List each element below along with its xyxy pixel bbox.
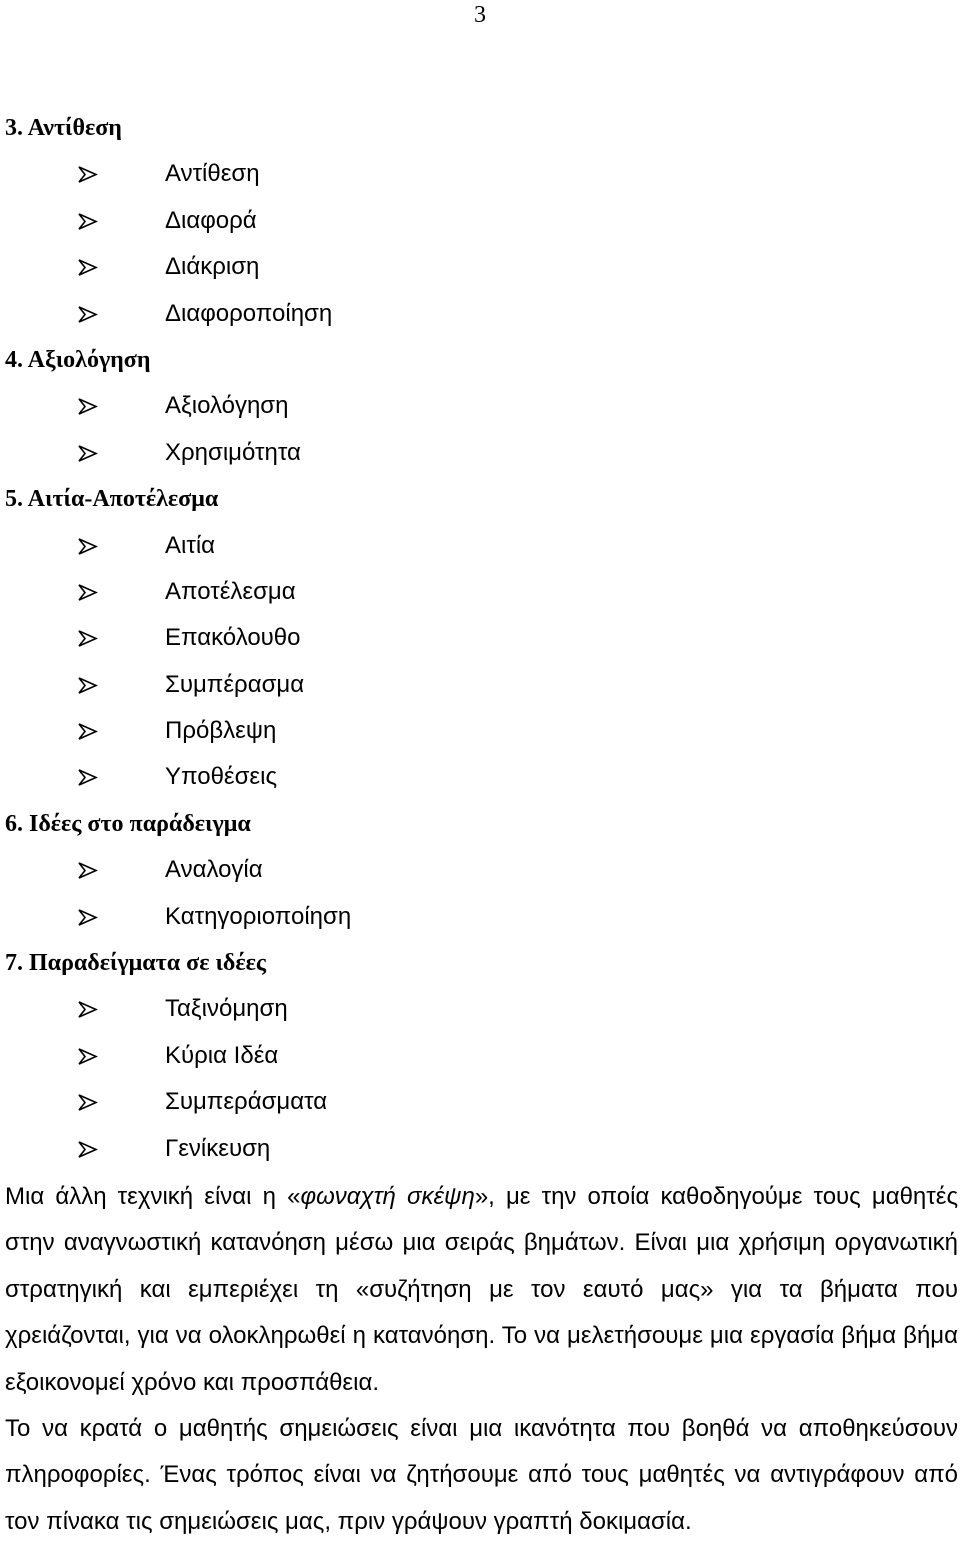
list-item <box>5 986 351 1032</box>
page-number: 3 <box>474 2 486 28</box>
list-item <box>5 383 351 429</box>
arrowhead-bullet-icon <box>77 662 101 708</box>
arrowhead-bullet-icon <box>77 198 101 244</box>
section-heading: 5. Αιτία-Αποτέλεσμα <box>5 486 219 513</box>
list-item-label: Αξιολόγηση <box>165 392 289 420</box>
arrowhead-bullet-icon <box>77 1079 101 1125</box>
section-heading: 4. Αξιολόγηση <box>5 346 151 373</box>
list-item-label: Διαφοροποίηση <box>165 299 333 327</box>
list-item-label: Διαφορά <box>165 206 257 234</box>
emphasized-term: φωναχτή σκέψη <box>300 1183 475 1210</box>
arrowhead-bullet-icon <box>77 244 101 290</box>
list-item-label: Κύρια Ιδέα <box>165 1041 279 1069</box>
list-item-label: Ταξινόμηση <box>165 995 288 1023</box>
arrowhead-bullet-icon <box>77 894 101 940</box>
arrowhead-bullet-icon <box>77 986 101 1032</box>
list-item <box>5 1033 351 1079</box>
list-item-label: Γενίκευση <box>165 1134 271 1162</box>
list-item <box>5 569 351 615</box>
list-item-label: Διάκριση <box>165 253 260 281</box>
outline-list <box>5 105 351 1172</box>
list-item <box>5 1126 351 1172</box>
list-item <box>5 198 351 244</box>
list-item-label: Επακόλουθο <box>165 624 301 652</box>
arrowhead-bullet-icon <box>77 847 101 893</box>
list-item <box>5 615 351 661</box>
arrowhead-bullet-icon <box>77 523 101 569</box>
arrowhead-bullet-icon <box>77 754 101 800</box>
paragraph-text: Μια άλλη τεχνική είναι η « <box>5 1183 301 1210</box>
arrowhead-bullet-icon <box>77 615 101 661</box>
list-item-label: Αιτία <box>165 531 216 559</box>
paragraph-think-aloud <box>5 1174 958 1406</box>
list-item-label: Αντίθεση <box>165 160 260 188</box>
list-item <box>5 894 351 940</box>
paragraph-text: », με την οποία καθοδηγούμε τους μαθητές στην αναγνωστική κατανόηση μέσω μια σειράς βημάτων. Είναι μια χρήσιμη οργανωτική στρατηγική και εμπεριέχει τη «συζήτηση με τον εαυτό μας» για τα βήματα που χρειάζονται, για να ολοκληρωθεί η κατανόηση. Το να μελετήσουμε μια εργασία βήμα βήμα εξοικονομεί χρόνο και προσπάθεια. <box>5 1183 959 1396</box>
list-item-label: Συμπεράσματα <box>165 1088 328 1116</box>
section-heading: 6. Ιδέες στο παράδειγμα <box>5 810 251 837</box>
list-item-label: Κατηγοριοποίηση <box>165 902 352 930</box>
list-item-label: Πρόβλεψη <box>165 717 277 745</box>
arrowhead-bullet-icon <box>77 151 101 197</box>
list-item-label: Συμπέρασμα <box>165 670 305 698</box>
arrowhead-bullet-icon <box>77 383 101 429</box>
list-item <box>5 754 351 800</box>
arrowhead-bullet-icon <box>77 430 101 476</box>
list-item <box>5 523 351 569</box>
arrowhead-bullet-icon <box>77 569 101 615</box>
list-item <box>5 430 351 476</box>
section-heading: 7. Παραδείγματα σε ιδέες <box>5 950 266 977</box>
list-item <box>5 708 351 754</box>
list-item <box>5 847 351 893</box>
list-item-label: Χρησιμότητα <box>165 438 301 466</box>
list-item <box>5 244 351 290</box>
list-item-label: Υποθέσεις <box>165 763 278 791</box>
body-text <box>5 1174 958 1545</box>
arrowhead-bullet-icon <box>77 708 101 754</box>
list-item-label: Αναλογία <box>165 856 263 884</box>
list-item <box>5 662 351 708</box>
arrowhead-bullet-icon <box>77 1033 101 1079</box>
list-item <box>5 151 351 197</box>
list-item <box>5 291 351 337</box>
arrowhead-bullet-icon <box>77 1126 101 1172</box>
section-heading: 3. Αντίθεση <box>5 115 122 141</box>
paragraph-note-taking: Το να κρατά ο μαθητής σημειώσεις είναι μια ικανότητα που βοηθά να αποθηκεύσουν πληροφορίες. Ένας τρόπος είναι να ζητήσουμε από τους μαθητές να αντιγράφουν από τον πίνακα τις σημειώσεις μας, πριν γράψουν γραπτή δοκιμασία. <box>5 1415 958 1535</box>
list-item-label: Αποτέλεσμα <box>165 577 296 605</box>
list-item <box>5 1079 351 1125</box>
arrowhead-bullet-icon <box>77 291 101 337</box>
